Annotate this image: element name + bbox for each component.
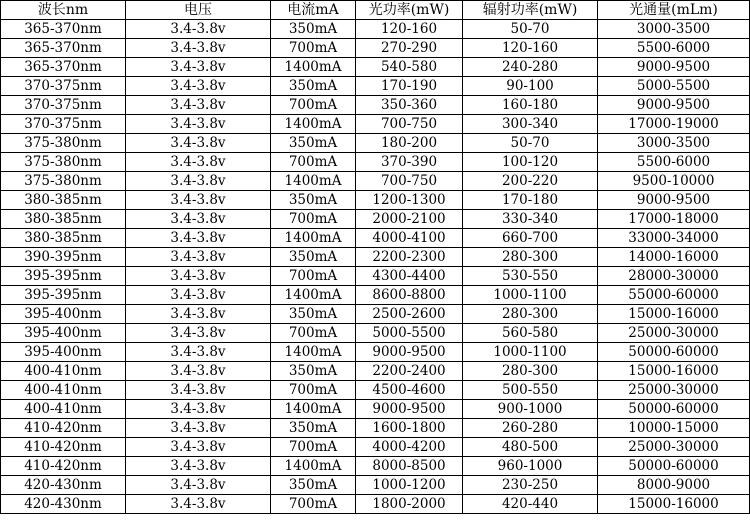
cell-wavelength: 395-400nm <box>1 324 126 343</box>
table-row <box>1 96 750 115</box>
cell-current: 1400mA <box>271 229 356 248</box>
cell-radiant-power: 230-250 <box>463 476 598 495</box>
cell-wavelength: 395-400nm <box>1 305 126 324</box>
header-row <box>1 1 750 20</box>
cell-current: 1400mA <box>271 286 356 305</box>
cell-wavelength: 380-385nm <box>1 229 126 248</box>
cell-voltage: 3.4-3.8v <box>126 495 271 514</box>
cell-wavelength: 375-380nm <box>1 153 126 172</box>
cell-radiant-power: 420-440 <box>463 495 598 514</box>
header-optical-power: 光功率(mW) <box>356 1 463 20</box>
cell-current: 1400mA <box>271 400 356 419</box>
cell-current: 1400mA <box>271 115 356 134</box>
cell-current: 350mA <box>271 248 356 267</box>
cell-wavelength: 395-395nm <box>1 286 126 305</box>
cell-radiant-power: 160-180 <box>463 96 598 115</box>
table-row <box>1 153 750 172</box>
cell-luminous-flux: 55000-60000 <box>598 286 750 305</box>
cell-current: 350mA <box>271 77 356 96</box>
cell-radiant-power: 280-300 <box>463 305 598 324</box>
cell-voltage: 3.4-3.8v <box>126 400 271 419</box>
cell-voltage: 3.4-3.8v <box>126 476 271 495</box>
cell-luminous-flux: 25000-30000 <box>598 438 750 457</box>
cell-current: 700mA <box>271 381 356 400</box>
table-row <box>1 286 750 305</box>
cell-radiant-power: 330-340 <box>463 210 598 229</box>
cell-voltage: 3.4-3.8v <box>126 172 271 191</box>
cell-voltage: 3.4-3.8v <box>126 191 271 210</box>
cell-optical-power: 4300-4400 <box>356 267 463 286</box>
cell-luminous-flux: 25000-30000 <box>598 324 750 343</box>
cell-voltage: 3.4-3.8v <box>126 210 271 229</box>
cell-voltage: 3.4-3.8v <box>126 324 271 343</box>
header-luminous-flux: 光通量(mLm) <box>598 1 750 20</box>
cell-optical-power: 9000-9500 <box>356 400 463 419</box>
table-row <box>1 210 750 229</box>
table-row <box>1 229 750 248</box>
cell-voltage: 3.4-3.8v <box>126 115 271 134</box>
cell-luminous-flux: 50000-60000 <box>598 457 750 476</box>
table-row <box>1 305 750 324</box>
cell-wavelength: 365-370nm <box>1 58 126 77</box>
cell-wavelength: 365-370nm <box>1 20 126 39</box>
cell-wavelength: 370-375nm <box>1 77 126 96</box>
cell-optical-power: 370-390 <box>356 153 463 172</box>
cell-wavelength: 420-430nm <box>1 495 126 514</box>
cell-wavelength: 375-380nm <box>1 172 126 191</box>
cell-luminous-flux: 5000-5500 <box>598 77 750 96</box>
cell-radiant-power: 300-340 <box>463 115 598 134</box>
cell-radiant-power: 560-580 <box>463 324 598 343</box>
cell-optical-power: 700-750 <box>356 115 463 134</box>
cell-wavelength: 400-410nm <box>1 362 126 381</box>
cell-voltage: 3.4-3.8v <box>126 267 271 286</box>
cell-radiant-power: 100-120 <box>463 153 598 172</box>
cell-luminous-flux: 9000-9500 <box>598 191 750 210</box>
cell-optical-power: 170-190 <box>356 77 463 96</box>
cell-luminous-flux: 8000-9000 <box>598 476 750 495</box>
header-wavelength: 波长nm <box>1 1 126 20</box>
cell-voltage: 3.4-3.8v <box>126 153 271 172</box>
cell-current: 350mA <box>271 419 356 438</box>
cell-current: 700mA <box>271 495 356 514</box>
cell-voltage: 3.4-3.8v <box>126 343 271 362</box>
cell-optical-power: 540-580 <box>356 58 463 77</box>
cell-luminous-flux: 3000-3500 <box>598 134 750 153</box>
cell-radiant-power: 1000-1100 <box>463 343 598 362</box>
table-row <box>1 438 750 457</box>
cell-luminous-flux: 5500-6000 <box>598 39 750 58</box>
cell-wavelength: 395-395nm <box>1 267 126 286</box>
table-row <box>1 115 750 134</box>
table-row <box>1 457 750 476</box>
cell-current: 1400mA <box>271 58 356 77</box>
table-row <box>1 172 750 191</box>
cell-radiant-power: 480-500 <box>463 438 598 457</box>
cell-current: 1400mA <box>271 457 356 476</box>
cell-luminous-flux: 15000-16000 <box>598 495 750 514</box>
cell-current: 350mA <box>271 134 356 153</box>
cell-wavelength: 410-420nm <box>1 438 126 457</box>
cell-voltage: 3.4-3.8v <box>126 419 271 438</box>
cell-optical-power: 2200-2400 <box>356 362 463 381</box>
cell-voltage: 3.4-3.8v <box>126 134 271 153</box>
cell-current: 700mA <box>271 210 356 229</box>
cell-wavelength: 370-375nm <box>1 115 126 134</box>
cell-wavelength: 370-375nm <box>1 96 126 115</box>
cell-optical-power: 1800-2000 <box>356 495 463 514</box>
cell-wavelength: 400-410nm <box>1 381 126 400</box>
table-row <box>1 191 750 210</box>
cell-optical-power: 1600-1800 <box>356 419 463 438</box>
cell-luminous-flux: 3000-3500 <box>598 20 750 39</box>
cell-radiant-power: 660-700 <box>463 229 598 248</box>
cell-radiant-power: 240-280 <box>463 58 598 77</box>
cell-optical-power: 8000-8500 <box>356 457 463 476</box>
cell-voltage: 3.4-3.8v <box>126 229 271 248</box>
table-row <box>1 39 750 58</box>
cell-current: 700mA <box>271 324 356 343</box>
cell-optical-power: 4500-4600 <box>356 381 463 400</box>
cell-luminous-flux: 33000-34000 <box>598 229 750 248</box>
cell-luminous-flux: 17000-19000 <box>598 115 750 134</box>
cell-radiant-power: 960-1000 <box>463 457 598 476</box>
cell-radiant-power: 90-100 <box>463 77 598 96</box>
cell-voltage: 3.4-3.8v <box>126 305 271 324</box>
cell-radiant-power: 50-70 <box>463 20 598 39</box>
cell-radiant-power: 170-180 <box>463 191 598 210</box>
cell-voltage: 3.4-3.8v <box>126 77 271 96</box>
cell-luminous-flux: 17000-18000 <box>598 210 750 229</box>
cell-optical-power: 350-360 <box>356 96 463 115</box>
cell-voltage: 3.4-3.8v <box>126 39 271 58</box>
cell-optical-power: 8600-8800 <box>356 286 463 305</box>
cell-current: 700mA <box>271 96 356 115</box>
cell-luminous-flux: 14000-16000 <box>598 248 750 267</box>
cell-voltage: 3.4-3.8v <box>126 457 271 476</box>
header-voltage: 电压 <box>126 1 271 20</box>
cell-luminous-flux: 15000-16000 <box>598 305 750 324</box>
cell-voltage: 3.4-3.8v <box>126 381 271 400</box>
cell-current: 700mA <box>271 39 356 58</box>
cell-voltage: 3.4-3.8v <box>126 58 271 77</box>
cell-radiant-power: 260-280 <box>463 419 598 438</box>
table-row <box>1 77 750 96</box>
cell-voltage: 3.4-3.8v <box>126 248 271 267</box>
table-body <box>1 20 750 514</box>
cell-wavelength: 375-380nm <box>1 134 126 153</box>
cell-current: 350mA <box>271 305 356 324</box>
cell-luminous-flux: 25000-30000 <box>598 381 750 400</box>
cell-radiant-power: 280-300 <box>463 362 598 381</box>
cell-optical-power: 4000-4200 <box>356 438 463 457</box>
header-radiant-power: 辐射功率(mW) <box>463 1 598 20</box>
cell-optical-power: 4000-4100 <box>356 229 463 248</box>
cell-current: 700mA <box>271 153 356 172</box>
table-row <box>1 343 750 362</box>
cell-wavelength: 400-410nm <box>1 400 126 419</box>
cell-voltage: 3.4-3.8v <box>126 438 271 457</box>
table-row <box>1 134 750 153</box>
cell-radiant-power: 120-160 <box>463 39 598 58</box>
cell-wavelength: 410-420nm <box>1 457 126 476</box>
cell-current: 350mA <box>271 20 356 39</box>
table-row <box>1 419 750 438</box>
cell-current: 350mA <box>271 362 356 381</box>
cell-optical-power: 9000-9500 <box>356 343 463 362</box>
cell-wavelength: 365-370nm <box>1 39 126 58</box>
table-row <box>1 400 750 419</box>
header-current: 电流mA <box>271 1 356 20</box>
cell-luminous-flux: 10000-15000 <box>598 419 750 438</box>
cell-radiant-power: 500-550 <box>463 381 598 400</box>
cell-wavelength: 390-395nm <box>1 248 126 267</box>
cell-radiant-power: 530-550 <box>463 267 598 286</box>
cell-wavelength: 380-385nm <box>1 210 126 229</box>
cell-current: 1400mA <box>271 343 356 362</box>
cell-radiant-power: 1000-1100 <box>463 286 598 305</box>
cell-wavelength: 420-430nm <box>1 476 126 495</box>
cell-optical-power: 120-160 <box>356 20 463 39</box>
cell-optical-power: 180-200 <box>356 134 463 153</box>
cell-optical-power: 1000-1200 <box>356 476 463 495</box>
table-row <box>1 381 750 400</box>
cell-wavelength: 410-420nm <box>1 419 126 438</box>
cell-luminous-flux: 5500-6000 <box>598 153 750 172</box>
cell-current: 700mA <box>271 438 356 457</box>
cell-luminous-flux: 15000-16000 <box>598 362 750 381</box>
cell-current: 1400mA <box>271 172 356 191</box>
cell-wavelength: 380-385nm <box>1 191 126 210</box>
cell-optical-power: 5000-5500 <box>356 324 463 343</box>
cell-optical-power: 1200-1300 <box>356 191 463 210</box>
cell-luminous-flux: 50000-60000 <box>598 400 750 419</box>
cell-optical-power: 2000-2100 <box>356 210 463 229</box>
cell-wavelength: 395-400nm <box>1 343 126 362</box>
cell-radiant-power: 200-220 <box>463 172 598 191</box>
cell-radiant-power: 50-70 <box>463 134 598 153</box>
cell-optical-power: 700-750 <box>356 172 463 191</box>
cell-luminous-flux: 50000-60000 <box>598 343 750 362</box>
cell-voltage: 3.4-3.8v <box>126 20 271 39</box>
cell-luminous-flux: 28000-30000 <box>598 267 750 286</box>
table-row <box>1 267 750 286</box>
cell-voltage: 3.4-3.8v <box>126 96 271 115</box>
cell-optical-power: 2200-2300 <box>356 248 463 267</box>
cell-current: 350mA <box>271 191 356 210</box>
table-row <box>1 362 750 381</box>
cell-optical-power: 270-290 <box>356 39 463 58</box>
cell-optical-power: 2500-2600 <box>356 305 463 324</box>
cell-luminous-flux: 9500-10000 <box>598 172 750 191</box>
cell-voltage: 3.4-3.8v <box>126 286 271 305</box>
table-row <box>1 495 750 514</box>
cell-luminous-flux: 9000-9500 <box>598 58 750 77</box>
table-row <box>1 476 750 495</box>
table-row <box>1 20 750 39</box>
table-row <box>1 324 750 343</box>
cell-current: 700mA <box>271 267 356 286</box>
cell-luminous-flux: 9000-9500 <box>598 96 750 115</box>
cell-radiant-power: 280-300 <box>463 248 598 267</box>
cell-voltage: 3.4-3.8v <box>126 362 271 381</box>
cell-current: 350mA <box>271 476 356 495</box>
table-row <box>1 58 750 77</box>
cell-radiant-power: 900-1000 <box>463 400 598 419</box>
table-row <box>1 248 750 267</box>
